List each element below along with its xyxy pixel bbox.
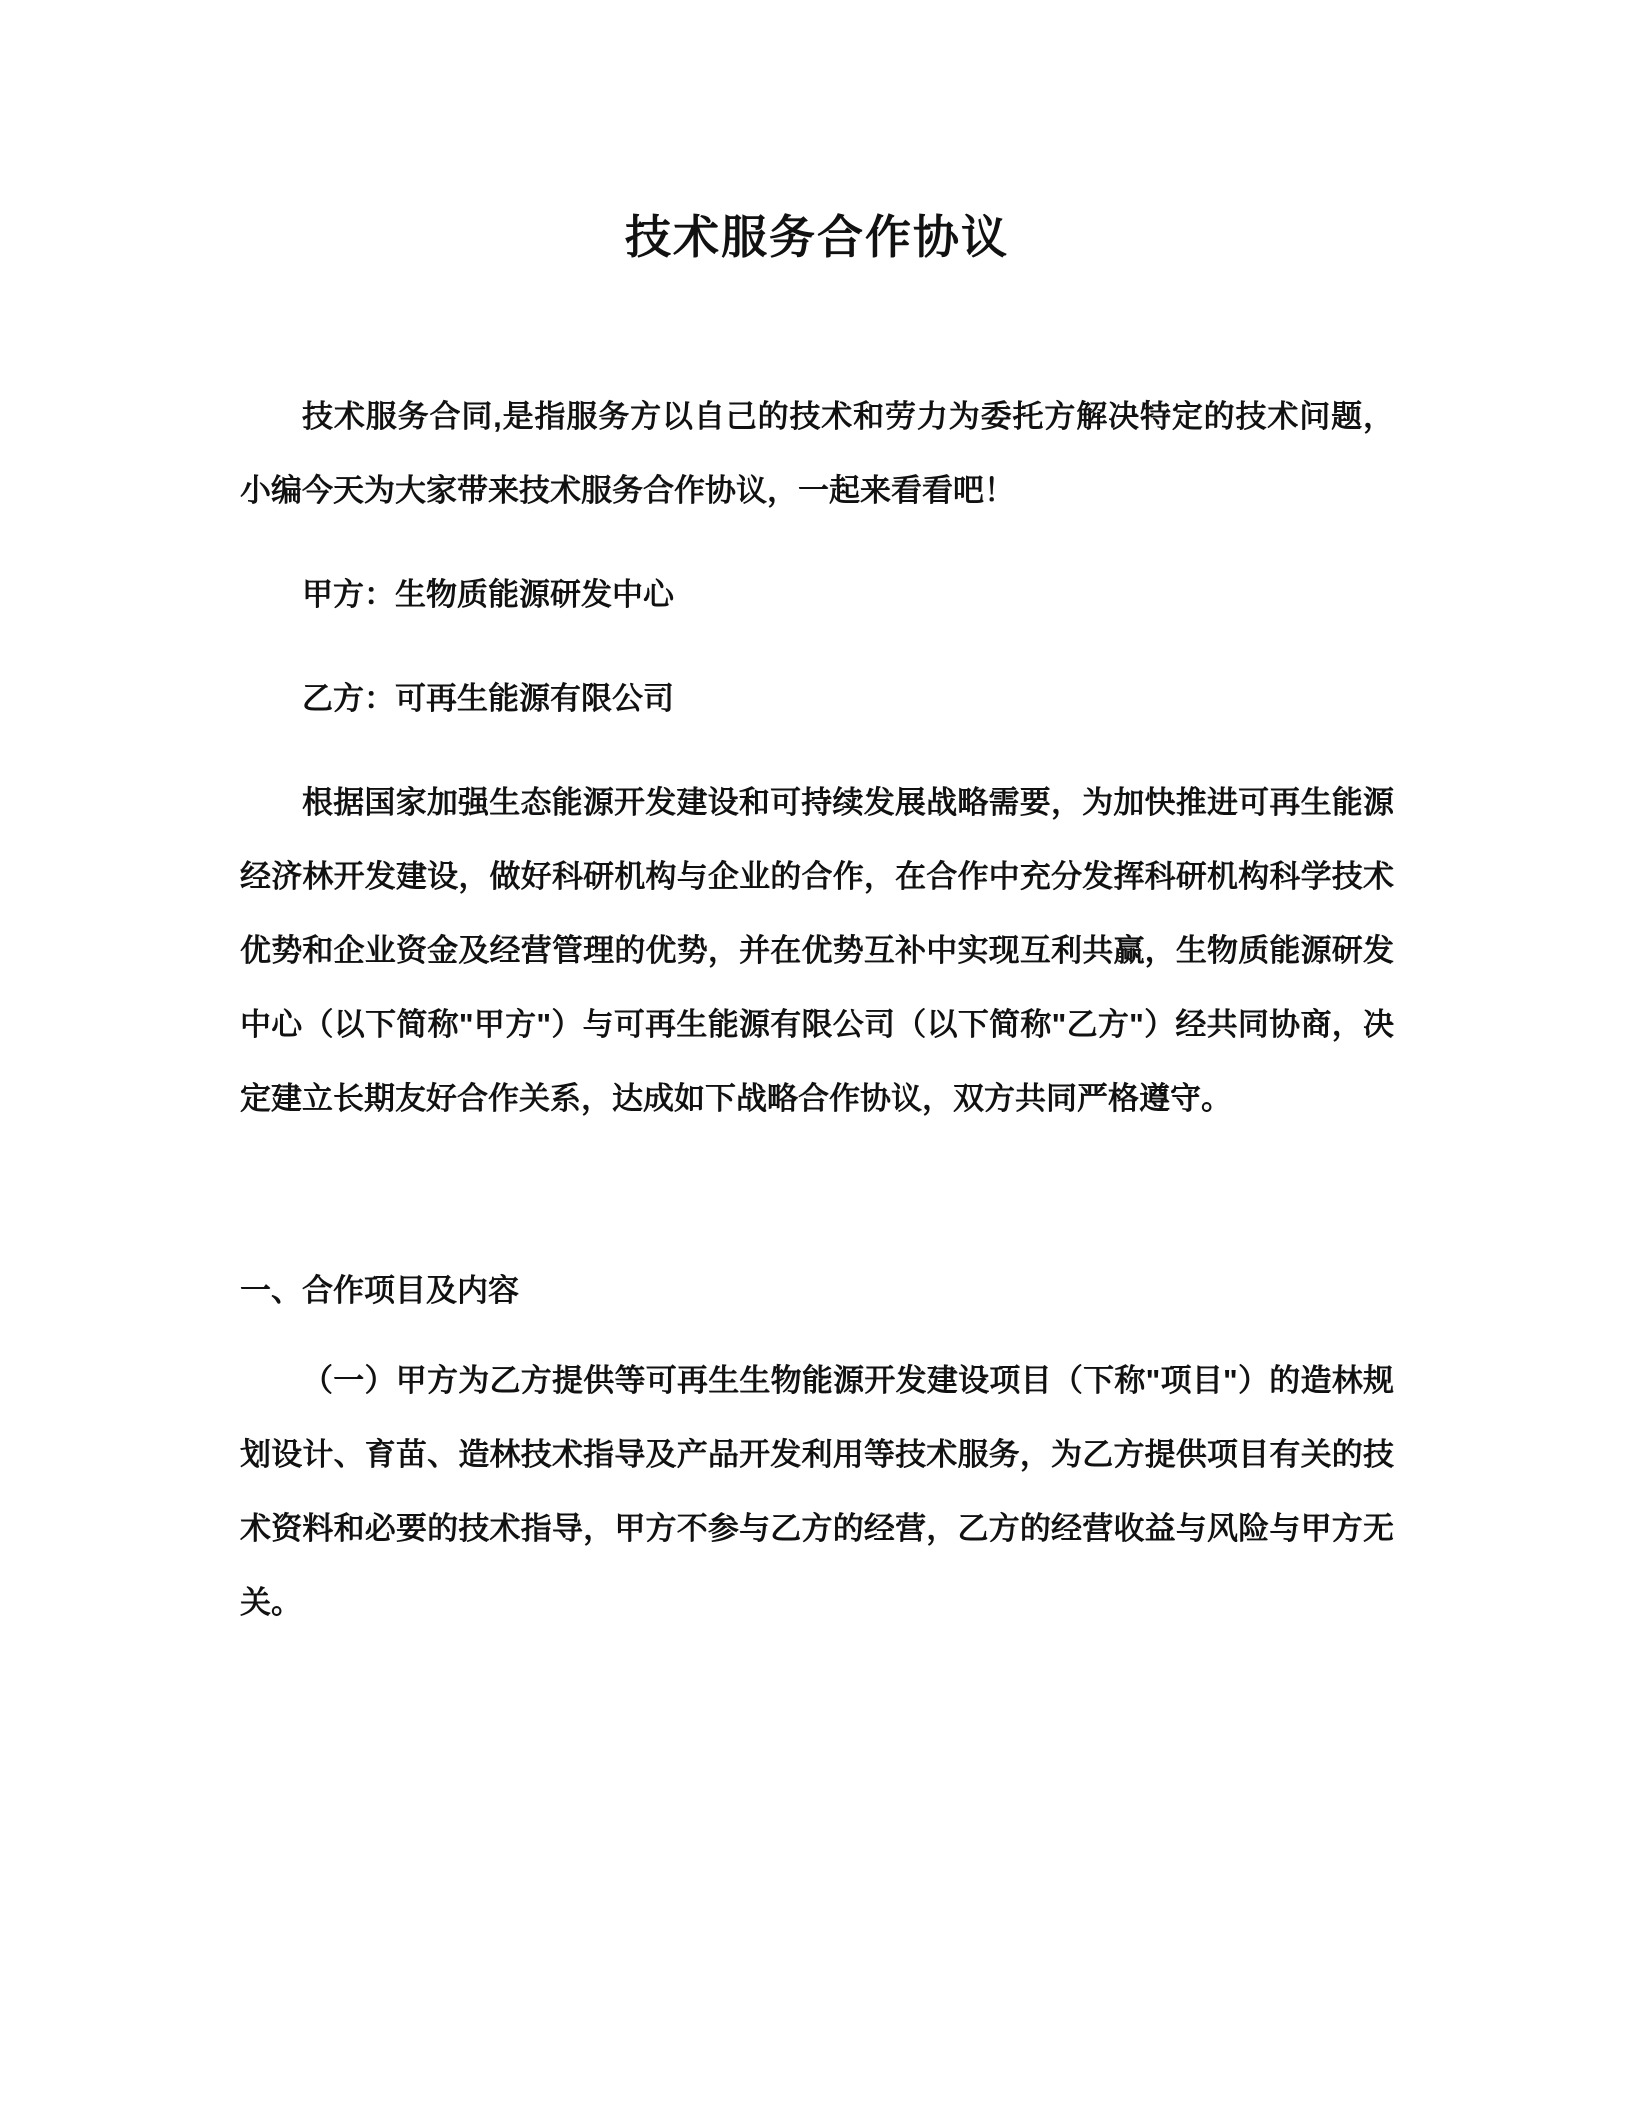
section-heading-cooperation-content: 一、合作项目及内容 bbox=[240, 1272, 519, 1308]
paragraph-party-b: 乙方：可再生能源有限公司 bbox=[302, 680, 674, 716]
paragraph-party-a: 甲方：生物质能源研发中心 bbox=[302, 576, 674, 612]
paragraph-background: 根据国家加强生态能源开发建设和可持续发展战略需要，为加快推进可再生能源经济林开发建设，做好科研机构与企业的合作，在合作中充分发挥科研机构科学技术优势和企业资金及经营管理的优势，并在优势互补中实现互利共赢，生物质能源研发中心（以下简称"甲方"）与可再生能源有限公司（以下简称"乙方"）经共同协商，决定建立长期友好合作关系，达成如下战略合作协议，双方共同严格遵守。 bbox=[240, 784, 1394, 1116]
document-title: 技术服务合作协议 bbox=[625, 211, 1009, 263]
paragraph-section1-item1: （一）甲方为乙方提供等可再生生物能源开发建设项目（下称"项目"）的造林规划设计、育苗、造林技术指导及产品开发利用等技术服务，为乙方提供项目有关的技术资料和必要的技术指导，甲方不参与乙方的经营，乙方的经营收益与风险与甲方无关。 bbox=[240, 1362, 1394, 1620]
paragraph-intro: 技术服务合同,是指服务方以自己的技术和劳力为委托方解决特定的技术问题，小编今天为大家带来技术服务合作协议，一起来看看吧！ bbox=[240, 398, 1394, 508]
